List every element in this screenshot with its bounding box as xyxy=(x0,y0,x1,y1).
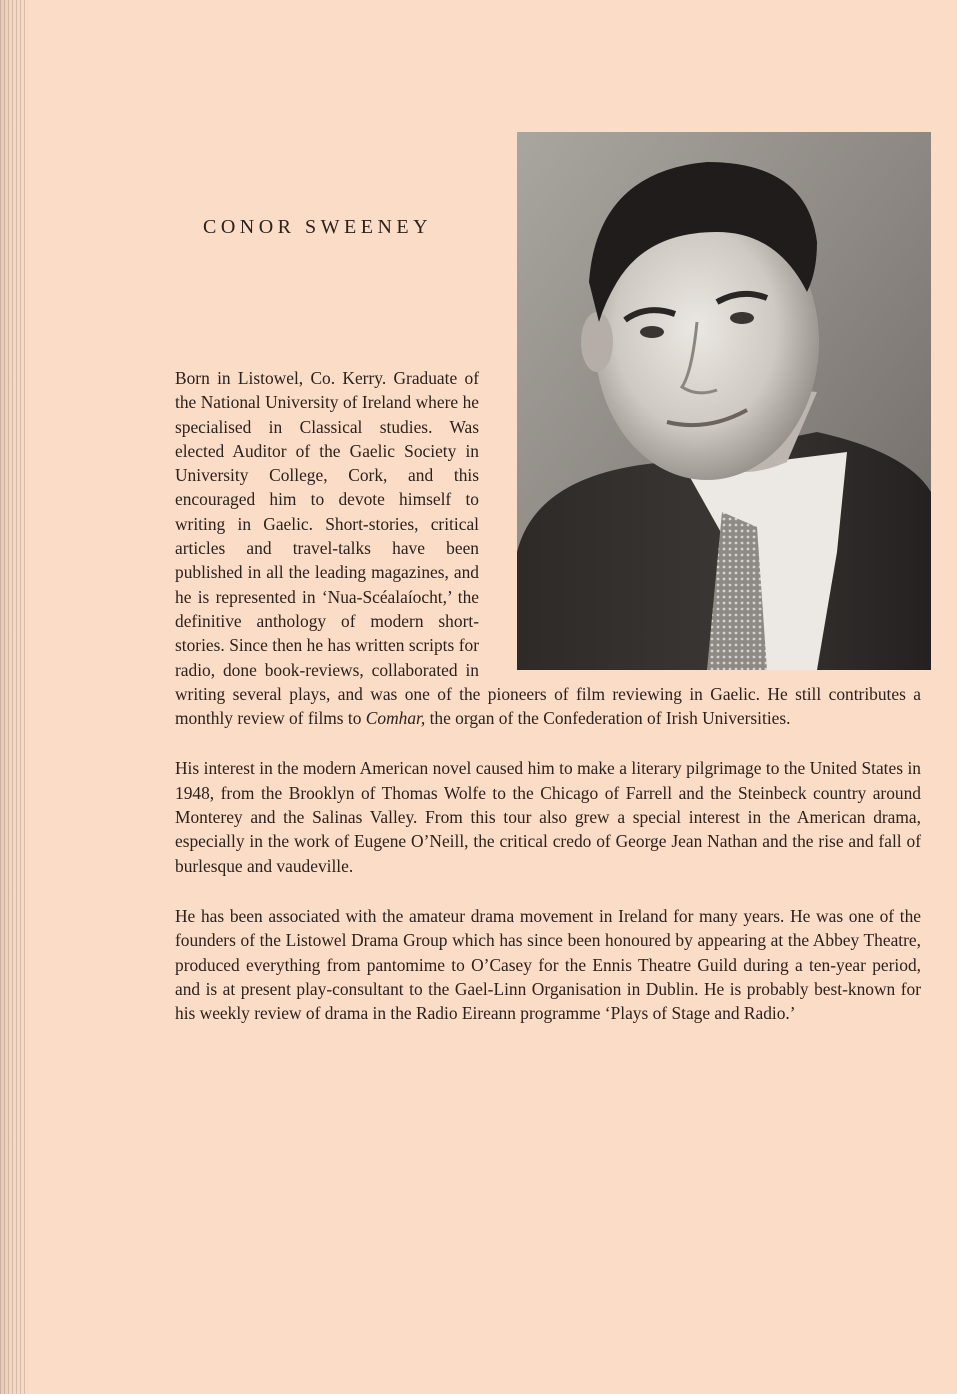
biography-paragraph-3: He has been associated with the amateur drama movement in Ireland for many years. He was one of the founders of the Listowel Drama Group which has since been honoured by appearing at the Abbey Theatre, produced everything from pantomime to O’Casey for the Ennis Theatre Guild during a ten-year period, and is at present play-consultant to the Gael-Linn Organisation in Dublin. He is probably best-known for his weekly review of drama in the Radio Eireann programme ‘Plays of Stage and Radio.’ xyxy=(175,905,921,1024)
paragraph-1-text: Born in Listowel, Co. Kerry. Graduate of the National University of Ireland where he specialised in Classical studies. Was elected Auditor of the Gaelic Society in University College, Cork, and this encouraged him to devote himself to writing in Gaelic. Short-stories, critical articles and travel-talks have been published in all the leading magazines, and he is represented in ‘Nua-Scéalaíocht,’ the definitive anthology of modern short-stories. Since then he has written scripts for radio, done book-reviews, collaborated in writing several plays, and was one of the pioneers of film reviewing in Gaelic. He still contributes a monthly review of films to xyxy=(175,368,921,729)
magazine-title: Comhar, xyxy=(365,708,426,729)
biography-text xyxy=(175,366,921,1051)
book-spine-edge xyxy=(0,0,26,1394)
page-title: CONOR SWEENEY xyxy=(203,216,433,238)
biography-paragraph-2: His interest in the modern American novel caused him to make a literary pilgrimage to the United States in 1948, from the Brooklyn of Thomas Wolfe to the Chicago of Farrell and the Steinbeck country around Monterey and the Salinas Valley. From this tour also grew a special interest in the American drama, especially in the work of Eugene O’Neill, the critical credo of George Jean Nathan and the rise and fall of burlesque and vaudeville. xyxy=(175,758,921,876)
photo-wrap-spacer xyxy=(479,366,921,672)
paragraph-1-text-end: the organ of the Confederation of Irish Universities. xyxy=(425,708,791,729)
